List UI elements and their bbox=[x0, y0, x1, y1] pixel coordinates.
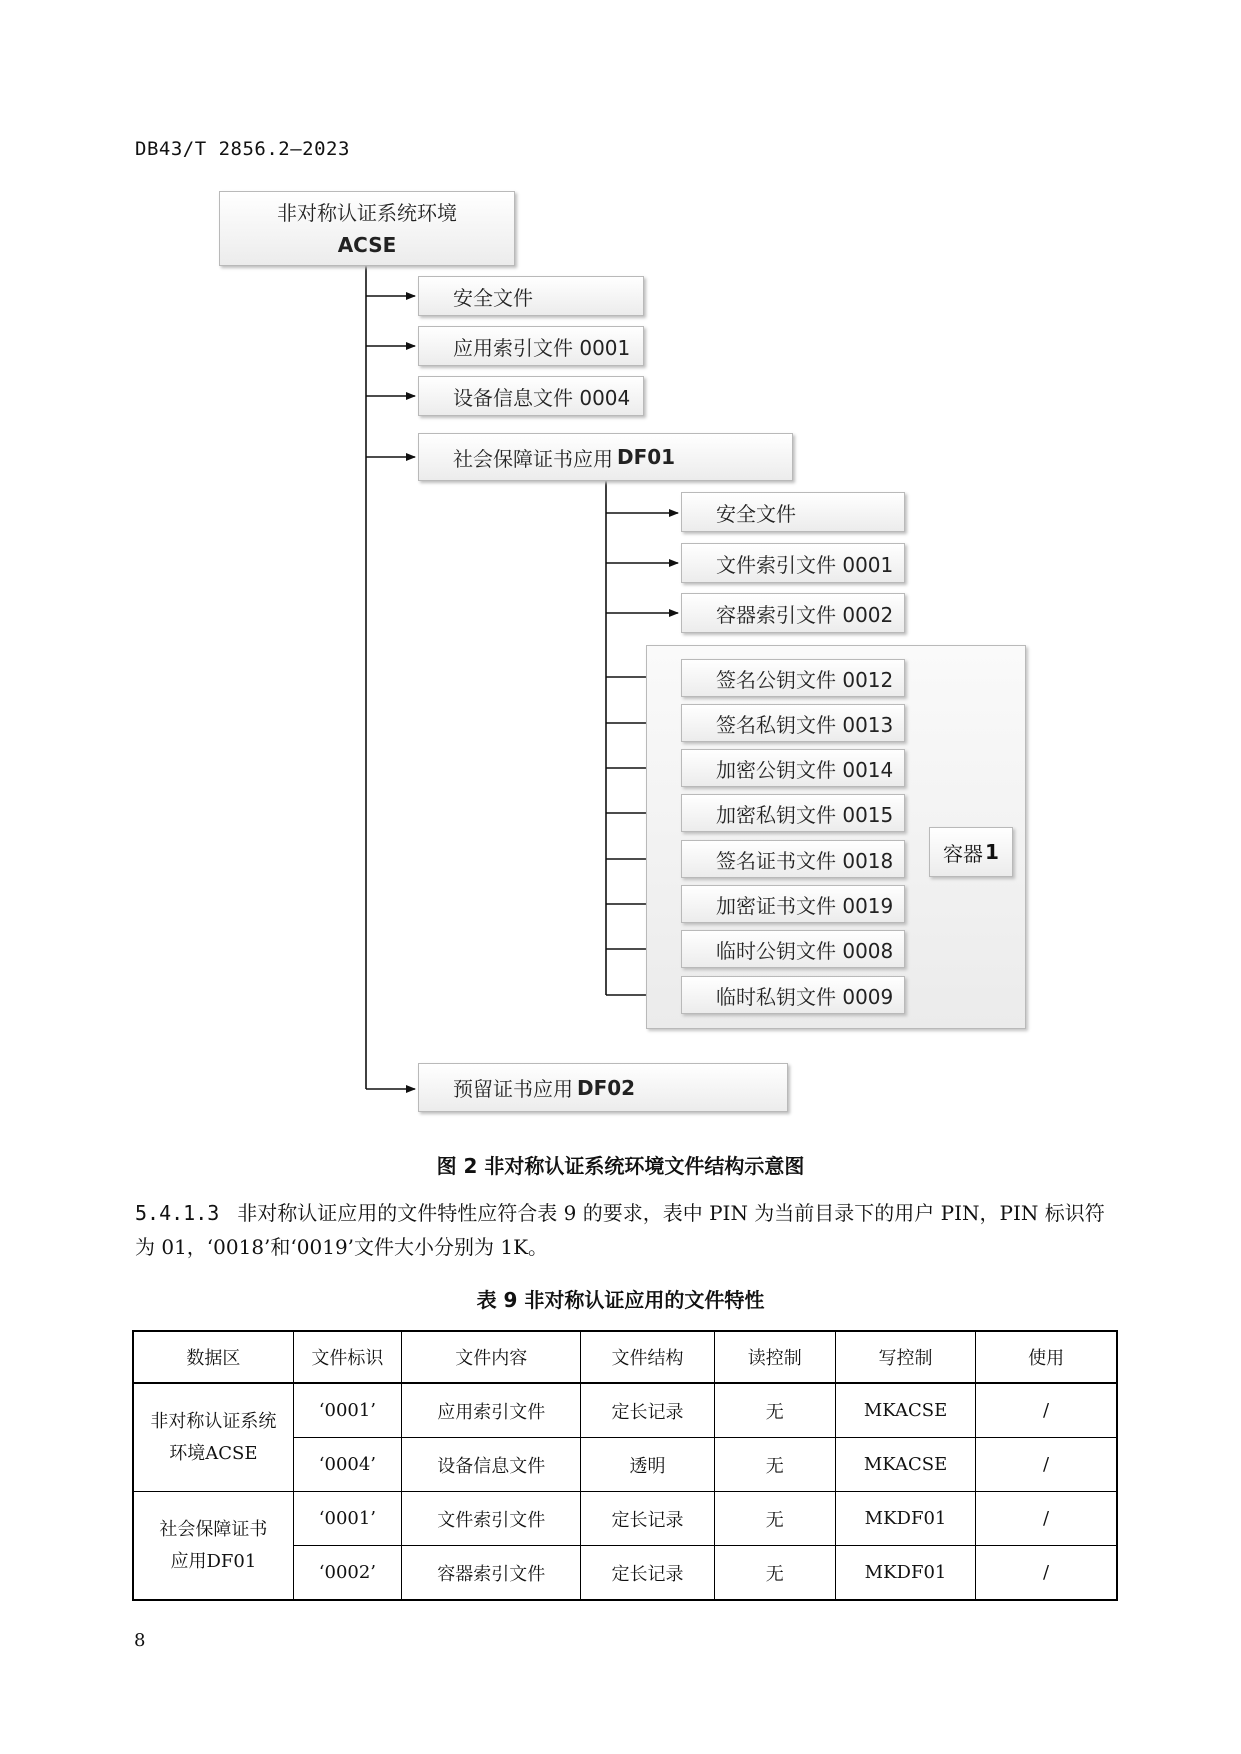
l1-node-app-index-file bbox=[418, 326, 644, 366]
data-area-line: 应用DF01 bbox=[170, 1550, 257, 1572]
l2-node-enc-cert-0019 bbox=[681, 885, 905, 923]
l1-node-label: 预留证书应用 bbox=[453, 1077, 573, 1101]
data-area-line: 环境ACSE bbox=[169, 1442, 258, 1464]
table-cell: ‘0004’ bbox=[293, 1438, 401, 1492]
l2-node-enc-privkey-0015 bbox=[681, 794, 905, 832]
table-header-cell: 文件结构 bbox=[581, 1331, 714, 1383]
table-cell: MKDF01 bbox=[835, 1546, 975, 1601]
document-id: DB43/T 2856.2—2023 bbox=[135, 138, 350, 160]
l2-node-container-index-0002 bbox=[681, 593, 905, 633]
l1-node-label: 社会保障证书应用 bbox=[453, 446, 613, 471]
l1-node-df01 bbox=[418, 433, 793, 481]
data-area-cell bbox=[133, 1492, 293, 1601]
l2-node-sign-pubkey-0012 bbox=[681, 659, 905, 697]
l1-node-security-file bbox=[418, 276, 644, 316]
l2-node-label: 加密证书文件 0019 bbox=[716, 893, 894, 918]
table-cell: / bbox=[976, 1383, 1117, 1438]
table-cell: 定长记录 bbox=[581, 1492, 714, 1546]
table-header-row bbox=[133, 1331, 1117, 1383]
l1-node-df02 bbox=[418, 1063, 788, 1112]
l2-node-sign-privkey-0013 bbox=[681, 704, 905, 742]
file-characteristics-table bbox=[132, 1330, 1118, 1601]
container-label-number: 1 bbox=[985, 840, 999, 864]
clause-paragraph bbox=[135, 1196, 1120, 1264]
l1-node-code: DF02 bbox=[577, 1075, 636, 1100]
table-cell: 无 bbox=[714, 1492, 835, 1546]
l2-node-label: 临时公钥文件 0008 bbox=[716, 938, 894, 963]
l2-node-temp-privkey-0009 bbox=[681, 976, 905, 1014]
root-node-title: 非对称认证系统环境 bbox=[277, 200, 457, 225]
l2-node-label: 签名证书文件 0018 bbox=[716, 848, 894, 873]
l1-node-device-info-file bbox=[418, 376, 644, 416]
table-header-cell: 数据区 bbox=[133, 1331, 293, 1383]
l1-node-label: 应用索引文件 0001 bbox=[453, 335, 631, 360]
table-header-cell: 读控制 bbox=[714, 1331, 835, 1383]
table-cell: MKDF01 bbox=[835, 1492, 975, 1546]
table-header-cell: 写控制 bbox=[835, 1331, 975, 1383]
table-header-cell: 使用 bbox=[976, 1331, 1117, 1383]
table-cell: 无 bbox=[714, 1438, 835, 1492]
data-area-cell bbox=[133, 1383, 293, 1492]
l2-node-label: 签名公钥文件 0012 bbox=[716, 667, 894, 692]
l2-node-enc-pubkey-0014 bbox=[681, 749, 905, 787]
l1-node-label: 设备信息文件 0004 bbox=[453, 385, 631, 410]
table-caption: 表 9 非对称认证应用的文件特性 bbox=[476, 1288, 765, 1312]
data-area-line: 非对称认证系统 bbox=[150, 1410, 277, 1432]
container-label-text: 容器 bbox=[943, 841, 984, 866]
root-node-code: ACSE bbox=[337, 232, 397, 257]
table-row bbox=[133, 1383, 1117, 1438]
table-cell: MKACSE bbox=[835, 1438, 975, 1492]
l2-node-label: 临时私钥文件 0009 bbox=[716, 984, 894, 1009]
page-number: 8 bbox=[134, 1630, 146, 1651]
l2-node-label: 安全文件 bbox=[716, 501, 796, 526]
l2-node-security-file bbox=[681, 492, 905, 532]
container-1-label bbox=[929, 827, 1013, 877]
figure-caption: 图 2 非对称认证系统环境文件结构示意图 bbox=[436, 1154, 805, 1178]
table-cell: 定长记录 bbox=[581, 1383, 714, 1438]
l2-node-label: 签名私钥文件 0013 bbox=[716, 712, 894, 737]
table-cell: 透明 bbox=[581, 1438, 714, 1492]
table-cell: 定长记录 bbox=[581, 1546, 714, 1601]
l2-node-sign-cert-0018 bbox=[681, 840, 905, 878]
l2-node-label: 加密私钥文件 0015 bbox=[716, 802, 894, 827]
clause-text: 非对称认证应用的文件特性应符合表 9 的要求，表中 PIN 为当前目录下的用户 PIN，PIN 标识符为 01，‘0018’和‘0019’文件大小分别为 1K。 bbox=[135, 1201, 1105, 1259]
l2-node-label: 容器索引文件 0002 bbox=[716, 602, 894, 627]
clause-number: 5.4.1.3 bbox=[135, 1201, 220, 1225]
table-cell: ‘0002’ bbox=[293, 1546, 401, 1601]
table-cell: 设备信息文件 bbox=[402, 1438, 581, 1492]
table-cell: 无 bbox=[714, 1546, 835, 1601]
l2-node-temp-pubkey-0008 bbox=[681, 930, 905, 968]
table-cell: 容器索引文件 bbox=[402, 1546, 581, 1601]
l2-node-label: 加密公钥文件 0014 bbox=[716, 757, 894, 782]
table-cell: / bbox=[976, 1546, 1117, 1601]
root-node-acse bbox=[219, 191, 515, 266]
table-row bbox=[133, 1492, 1117, 1546]
table-cell: ‘0001’ bbox=[293, 1492, 401, 1546]
l1-node-code: DF01 bbox=[617, 445, 676, 469]
l1-node-label: 安全文件 bbox=[453, 285, 533, 310]
table-cell: / bbox=[976, 1492, 1117, 1546]
table-cell: ‘0001’ bbox=[293, 1383, 401, 1438]
l2-node-file-index-0001 bbox=[681, 543, 905, 583]
table-cell: 应用索引文件 bbox=[402, 1383, 581, 1438]
table-cell: MKACSE bbox=[835, 1383, 975, 1438]
table-header-cell: 文件标识 bbox=[293, 1331, 401, 1383]
table-cell: / bbox=[976, 1438, 1117, 1492]
table-cell: 无 bbox=[714, 1383, 835, 1438]
table-header-cell: 文件内容 bbox=[402, 1331, 581, 1383]
data-area-line: 社会保障证书 bbox=[159, 1518, 268, 1540]
l2-node-label: 文件索引文件 0001 bbox=[716, 552, 894, 577]
table-cell: 文件索引文件 bbox=[402, 1492, 581, 1546]
